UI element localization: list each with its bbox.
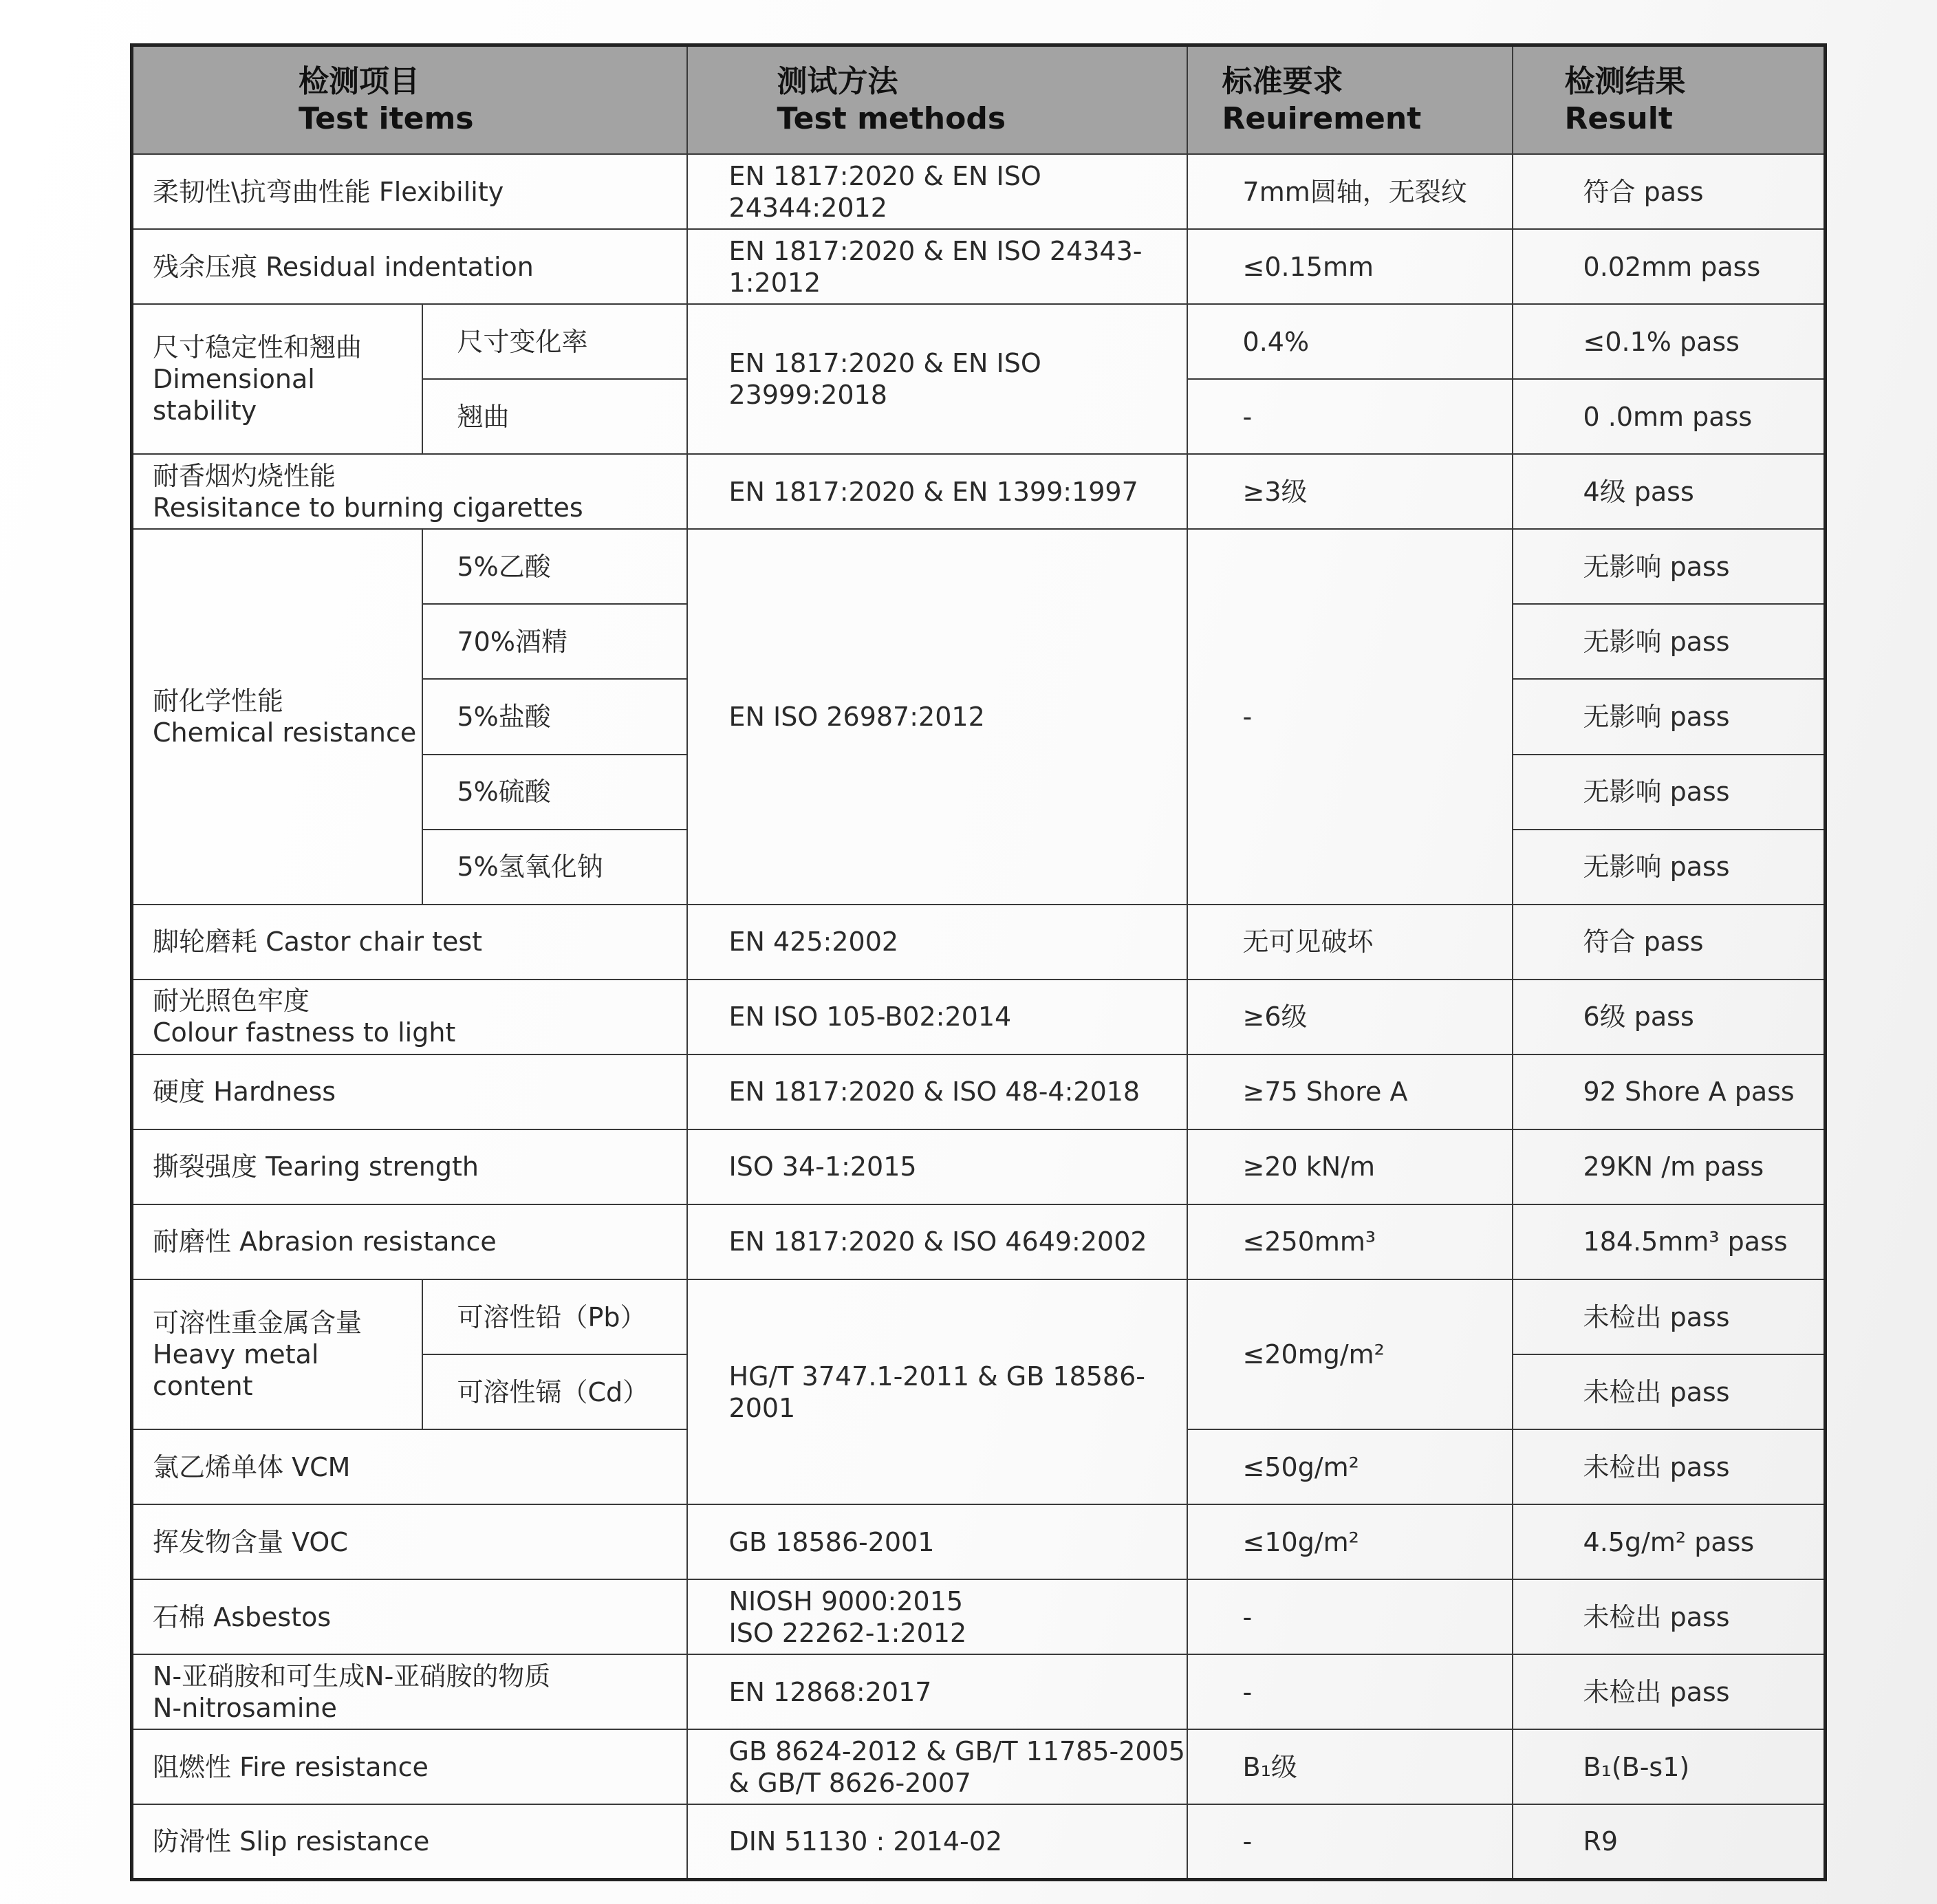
test-item: 防滑性 Slip resistance	[132, 1804, 687, 1879]
table-row	[132, 1579, 1826, 1654]
result: 0 .0mm pass	[1513, 379, 1826, 454]
table-row	[132, 304, 1826, 379]
requirement: -	[1187, 379, 1513, 454]
test-item: 氯乙烯单体 VCM	[132, 1429, 687, 1504]
table-row	[132, 1654, 1826, 1729]
result: 无影响 pass	[1513, 604, 1826, 679]
requirement: -	[1187, 1804, 1513, 1879]
result: 无影响 pass	[1513, 830, 1826, 905]
result: R9	[1513, 1804, 1826, 1879]
table-row	[132, 529, 1826, 604]
requirement: B₁级	[1187, 1729, 1513, 1804]
requirement: -	[1187, 1654, 1513, 1729]
test-method: DIN 51130 : 2014-02	[687, 1804, 1187, 1879]
sub-item: 5%盐酸	[422, 679, 687, 754]
result: 未检出 pass	[1513, 1354, 1826, 1429]
result: 6级 pass	[1513, 980, 1826, 1054]
test-item: N-亚硝胺和可生成N-亚硝胺的物质 N-nitrosamine	[132, 1654, 687, 1729]
requirement: 0.4%	[1187, 304, 1513, 379]
sub-item: 5%乙酸	[422, 529, 687, 604]
result: 29KN /m pass	[1513, 1129, 1826, 1204]
test-method: EN 1817:2020 & ISO 4649:2002	[687, 1204, 1187, 1279]
result: 未检出 pass	[1513, 1279, 1826, 1354]
sub-item: 70%酒精	[422, 604, 687, 679]
table-row	[132, 1054, 1826, 1129]
requirement: ≤0.15mm	[1187, 229, 1513, 304]
test-item: 脚轮磨耗 Castor chair test	[132, 905, 687, 980]
result: ≤0.1% pass	[1513, 304, 1826, 379]
result: 未检出 pass	[1513, 1429, 1826, 1504]
test-item: 阻燃性 Fire resistance	[132, 1729, 687, 1804]
requirement: 无可见破坏	[1187, 905, 1513, 980]
result: 未检出 pass	[1513, 1654, 1826, 1729]
requirement: ≥3级	[1187, 454, 1513, 529]
header-test-methods: 测试方法 Test methods	[687, 45, 1187, 155]
test-method: ISO 34-1:2015	[687, 1129, 1187, 1204]
requirement: ≥6级	[1187, 980, 1513, 1054]
result: 184.5mm³ pass	[1513, 1204, 1826, 1279]
sub-item: 尺寸变化率	[422, 304, 687, 379]
requirement: ≤50g/m²	[1187, 1429, 1513, 1504]
test-item: 耐光照色牢度 Colour fastness to light	[132, 980, 687, 1054]
sub-item: 可溶性铅（Pb）	[422, 1279, 687, 1354]
requirement: -	[1187, 529, 1513, 904]
test-item: 耐化学性能 Chemical resistance	[132, 529, 422, 904]
requirement: ≥75 Shore A	[1187, 1054, 1513, 1129]
test-method: EN 425:2002	[687, 905, 1187, 980]
requirement: 7mm圆轴，无裂纹	[1187, 154, 1513, 229]
test-method: EN 1817:2020 & EN ISO 24343-1:2012	[687, 229, 1187, 304]
table-row	[132, 1279, 1826, 1354]
table-row	[132, 1804, 1826, 1879]
requirement: ≤10g/m²	[1187, 1504, 1513, 1579]
test-item: 挥发物含量 VOC	[132, 1504, 687, 1579]
result: 符合 pass	[1513, 154, 1826, 229]
result: 4.5g/m² pass	[1513, 1504, 1826, 1579]
test-item: 耐香烟灼烧性能 Resisitance to burning cigarettes	[132, 454, 687, 529]
requirement: ≥20 kN/m	[1187, 1129, 1513, 1204]
result: 无影响 pass	[1513, 755, 1826, 830]
table-row	[132, 1729, 1826, 1804]
test-item: 可溶性重金属含量 Heavy metal content	[132, 1279, 422, 1429]
table-row	[132, 1129, 1826, 1204]
requirement: ≤20mg/m²	[1187, 1279, 1513, 1429]
test-item: 硬度 Hardness	[132, 1054, 687, 1129]
result: B₁(B-s1)	[1513, 1729, 1826, 1804]
test-item: 尺寸稳定性和翘曲 Dimensional stability	[132, 304, 422, 454]
test-method: EN 1817:2020 & ISO 48-4:2018	[687, 1054, 1187, 1129]
test-method: HG/T 3747.1-2011 & GB 18586-2001	[687, 1279, 1187, 1504]
table-row	[132, 229, 1826, 304]
table-row	[132, 454, 1826, 529]
test-method: GB 18586-2001	[687, 1504, 1187, 1579]
test-method: EN 1817:2020 & EN ISO 24344:2012	[687, 154, 1187, 229]
table-header-row	[132, 45, 1826, 155]
test-item: 残余压痕 Residual indentation	[132, 229, 687, 304]
table-row	[132, 1204, 1826, 1279]
test-item: 耐磨性 Abrasion resistance	[132, 1204, 687, 1279]
result: 4级 pass	[1513, 454, 1826, 529]
test-method: EN 1817:2020 & EN 1399:1997	[687, 454, 1187, 529]
result: 0.02mm pass	[1513, 229, 1826, 304]
header-requirement: 标准要求 Reuirement	[1187, 45, 1513, 155]
table-row	[132, 1504, 1826, 1579]
requirement: ≤250mm³	[1187, 1204, 1513, 1279]
sub-item: 翘曲	[422, 379, 687, 454]
result: 符合 pass	[1513, 905, 1826, 980]
test-method: EN 12868:2017	[687, 1654, 1187, 1729]
header-result: 检测结果 Result	[1513, 45, 1826, 155]
result: 未检出 pass	[1513, 1579, 1826, 1654]
result: 无影响 pass	[1513, 679, 1826, 754]
table-row	[132, 905, 1826, 980]
sub-item: 5%氢氧化钠	[422, 830, 687, 905]
result: 92 Shore A pass	[1513, 1054, 1826, 1129]
test-method: EN ISO 26987:2012	[687, 529, 1187, 904]
sub-item: 5%硫酸	[422, 755, 687, 830]
test-method: EN ISO 105-B02:2014	[687, 980, 1187, 1054]
header-test-items: 检测项目 Test items	[132, 45, 687, 155]
table-row	[132, 980, 1826, 1054]
test-method: EN 1817:2020 & EN ISO 23999:2018	[687, 304, 1187, 454]
requirement: -	[1187, 1579, 1513, 1654]
test-method: GB 8624-2012 & GB/T 11785-2005 & GB/T 8626-2007	[687, 1729, 1187, 1804]
test-item: 柔韧性\抗弯曲性能 Flexibility	[132, 154, 687, 229]
test-method: NIOSH 9000:2015 ISO 22262-1:2012	[687, 1579, 1187, 1654]
table-row	[132, 154, 1826, 229]
test-item: 石棉 Asbestos	[132, 1579, 687, 1654]
test-results-table	[130, 43, 1827, 1881]
sub-item: 可溶性镉（Cd）	[422, 1354, 687, 1429]
result: 无影响 pass	[1513, 529, 1826, 604]
test-item: 撕裂强度 Tearing strength	[132, 1129, 687, 1204]
